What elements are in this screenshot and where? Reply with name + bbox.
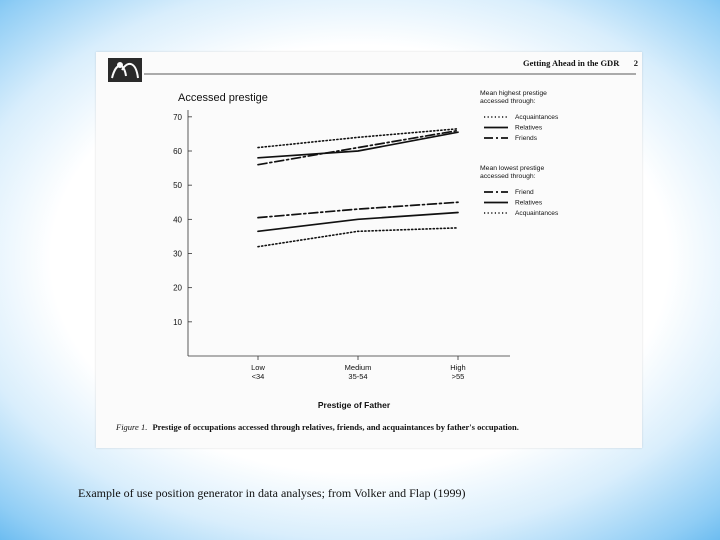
y-tick-label: 40	[173, 215, 182, 225]
figure-caption-label: Figure 1.	[116, 422, 148, 432]
series-lines	[258, 129, 458, 247]
legend-heading: Mean highest prestige accessed through:	[480, 90, 547, 105]
x-tick-label: Low <34	[251, 363, 265, 381]
running-title: Getting Ahead in the GDR	[523, 58, 620, 68]
y-tick-label: 50	[173, 181, 182, 191]
scanned-figure	[96, 52, 642, 448]
legend-heading: Mean lowest prestige accessed through:	[480, 165, 545, 180]
y-tick-label: 60	[173, 147, 182, 156]
legend-entry: Relatives	[515, 124, 543, 132]
journal-logo	[108, 58, 142, 82]
chart	[96, 52, 642, 448]
x-tick-label: High >55	[450, 363, 466, 381]
figure-caption	[115, 422, 519, 432]
legend-entry: Acquaintances	[515, 210, 559, 217]
legend-entry: Friends	[515, 135, 537, 142]
x-ticks	[251, 356, 466, 381]
page-number: 2	[633, 58, 638, 68]
legend-entry: Acquaintances	[515, 114, 559, 121]
series-line-highest-friends	[258, 131, 458, 165]
x-tick-label: Medium 35-54	[344, 363, 372, 381]
y-tick-label: 10	[173, 317, 182, 327]
series-line-lowest-acquaintances	[258, 228, 458, 247]
legend-entry: Friend	[515, 189, 534, 196]
y-tick-label: 20	[173, 283, 182, 293]
y-ticks	[173, 113, 192, 327]
figure-caption-text: Prestige of occupations accessed through relatives, friends, and acquaintances by father's occupation.	[152, 422, 519, 432]
chart-title: Accessed prestige	[178, 92, 268, 104]
x-axis-label: Prestige of Father	[317, 400, 391, 410]
y-tick-label: 30	[173, 249, 182, 259]
legend-entry: Relatives	[515, 199, 543, 207]
slide-caption: Example of use position generator in data analyses; from Volker and Flap (1999)	[78, 486, 466, 500]
y-tick-label: 70	[173, 112, 182, 122]
legend	[480, 90, 559, 217]
